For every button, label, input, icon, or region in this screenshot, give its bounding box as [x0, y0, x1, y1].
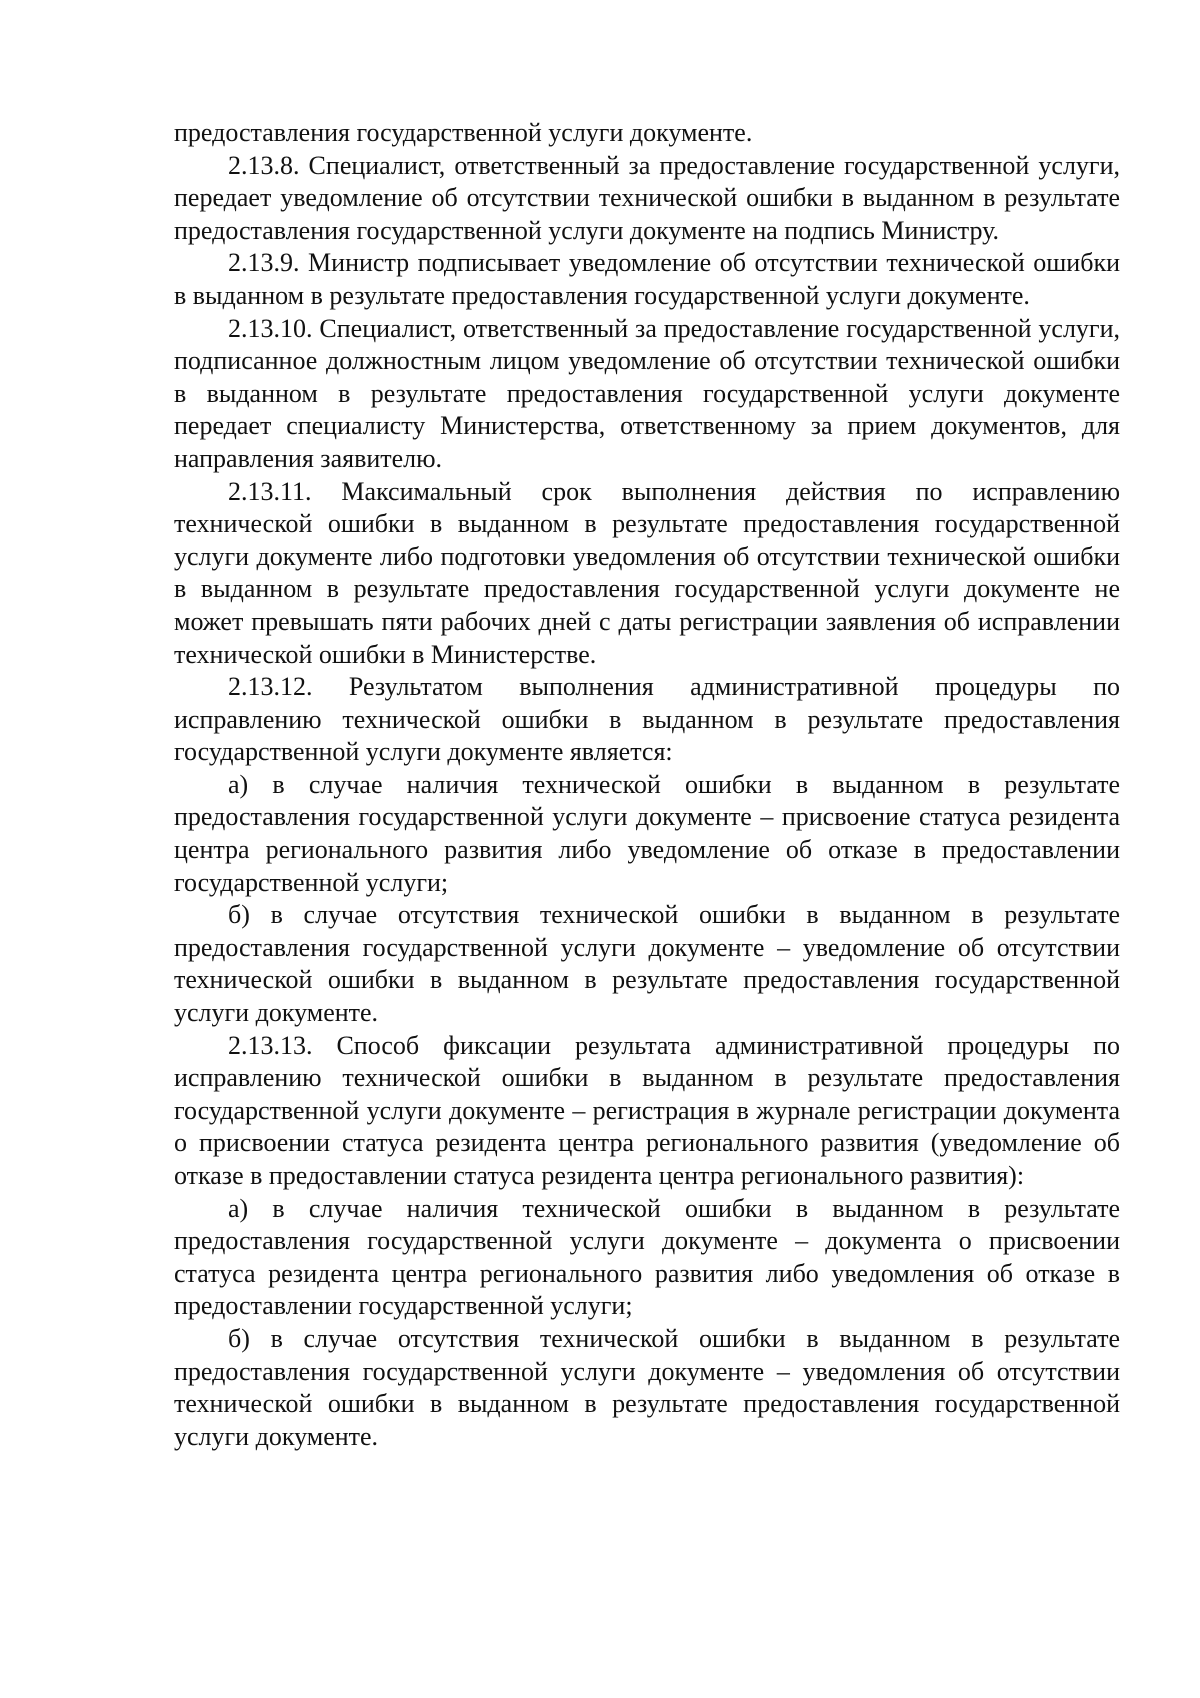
- paragraph-2-13-10: 2.13.10. Специалист, ответственный за предоставление государственной услуги, подписанное должностным лицом уведомление об отсутствии технической ошибки в выданном в результате предоставления государственной услуги документе передает специалисту Министерства, ответственному за прием документов, для направления заявителю.: [174, 313, 1120, 473]
- document-body: [174, 117, 1120, 1453]
- paragraph-2-13-12-a: а) в случае наличия технической ошибки в выданном в результате предоставления государственной услуги документе – присвоение статуса резидента центра регионального развития либо уведомление об отказе в предоставлении государственной услуги;: [174, 769, 1120, 897]
- paragraph-2-13-13-a: а) в случае наличия технической ошибки в выданном в результате предоставления государственной услуги документе – документа о присвоении статуса резидента центра регионального развития либо уведомления об отказе в предоставлении государственной услуги;: [174, 1193, 1120, 1321]
- paragraph-2-13-9: 2.13.9. Министр подписывает уведомление об отсутствии технической ошибки в выданном в результате предоставления государственной услуги документе.: [174, 248, 1120, 310]
- paragraph-2-13-8: 2.13.8. Специалист, ответственный за предоставление государственной услуги, передает уведомление об отсутствии технической ошибки в выданном в результате предоставления государственной услуги документе на подпись Министру.: [174, 150, 1120, 245]
- paragraph-2-13-11: 2.13.11. Максимальный срок выполнения действия по исправлению технической ошибки в выданном в результате предоставления государственной услуги документе либо подготовки уведомления об отсутствии технической ошибки в выданном в результате предоставления государственной услуги документе не может превышать пяти рабочих дней с даты регистрации заявления об исправлении технической ошибки в Министерстве.: [174, 476, 1120, 669]
- paragraph-continuation: предоставления государственной услуги документе.: [174, 118, 753, 147]
- paragraph-2-13-13-b: б) в случае отсутствия технической ошибки в выданном в результате предоставления государственной услуги документе – уведомления об отсутствии технической ошибки в выданном в результате предоставления государственной услуги документе.: [174, 1323, 1120, 1451]
- paragraph-2-13-13: 2.13.13. Способ фиксации результата административной процедуры по исправлению технической ошибки в выданном в результате предоставления государственной услуги документе – регистрация в журнале регистрации документа о присвоении статуса резидента центра регионального развития (уведомление об отказе в предоставлении статуса резидента центра регионального развития):: [174, 1030, 1120, 1190]
- paragraph-2-13-12-b: б) в случае отсутствия технической ошибки в выданном в результате предоставления государственной услуги документе – уведомление об отсутствии технической ошибки в выданном в результате предоставления государственной услуги документе.: [174, 900, 1120, 1028]
- paragraph-2-13-12: 2.13.12. Результатом выполнения административной процедуры по исправлению технической ошибки в выданном в результате предоставления государственной услуги документе является:: [174, 672, 1120, 767]
